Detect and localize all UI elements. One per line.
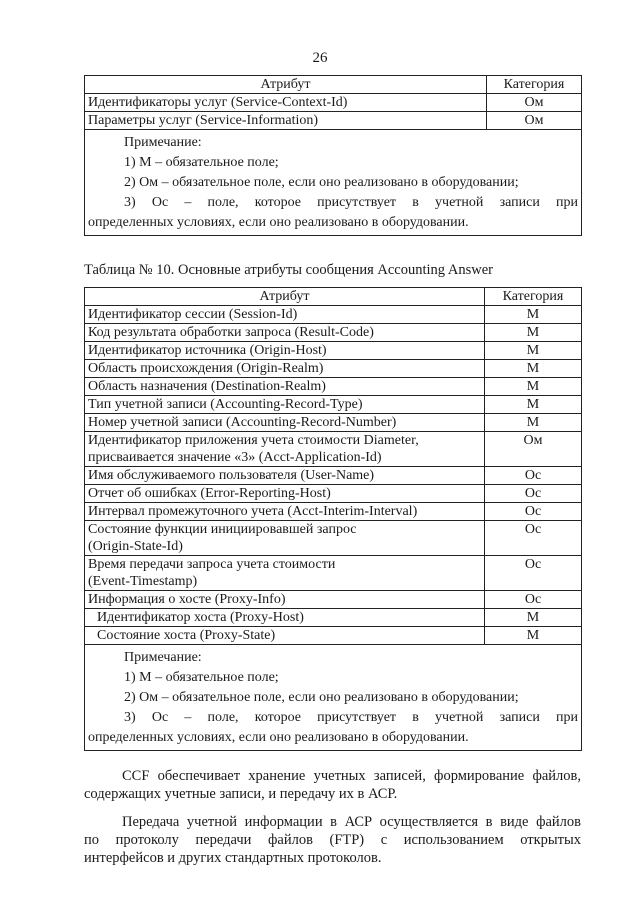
attribute-line: Идентификатор приложения учета стоимости Diameter, <box>88 433 419 448</box>
attribute-cell: Состояние хоста (Proxy-State) <box>85 627 485 645</box>
attribute-cell: Имя обслуживаемого пользователя (User-Name) <box>85 467 485 485</box>
column-header-category: Категория <box>487 76 582 94</box>
attribute-cell: Параметры услуг (Service-Information) <box>85 112 487 130</box>
attribute-cell <box>85 556 485 591</box>
attribute-cell <box>85 521 485 556</box>
attribute-cell: Идентификатор сессии (Session-Id) <box>85 306 485 324</box>
attribute-cell: Информация о хосте (Proxy-Info) <box>85 591 485 609</box>
attribute-line: (Event-Timestamp) <box>88 574 198 589</box>
note-item-continuation: определенных условиях, если оно реализовано в оборудовании. <box>88 215 469 230</box>
note-item-continuation: определенных условиях, если оно реализовано в оборудовании. <box>88 730 469 745</box>
body-paragraph <box>84 813 581 867</box>
table-row <box>85 112 582 130</box>
category-cell: М <box>485 378 582 396</box>
attribute-cell <box>85 432 485 467</box>
paragraph-line: интерфейсов и других стандартных протоколов. <box>84 850 382 866</box>
category-cell: Ос <box>485 503 582 521</box>
table-row <box>85 432 582 467</box>
table-row <box>85 94 582 112</box>
note-row <box>85 130 582 236</box>
note-item: 3) Ос – поле, которое присутствует в учетной записи при <box>124 195 578 210</box>
column-header-category: Категория <box>485 288 582 306</box>
page-number: 26 <box>312 50 328 66</box>
category-cell: Ом <box>487 94 582 112</box>
table-row <box>85 609 582 627</box>
accounting-answer-attributes-table <box>84 287 582 751</box>
note-row <box>85 645 582 751</box>
attribute-cell: Тип учетной записи (Accounting-Record-Type) <box>85 396 485 414</box>
table-row <box>85 360 582 378</box>
table-row <box>85 378 582 396</box>
table-row <box>85 306 582 324</box>
category-cell: М <box>485 414 582 432</box>
body-paragraph <box>84 767 581 803</box>
category-cell: М <box>485 396 582 414</box>
attributes-table-continued <box>84 75 582 236</box>
paragraph-line: Передача учетной информации в АСР осуществляется в виде файлов <box>122 814 581 830</box>
table-header-row <box>85 76 582 94</box>
category-cell: М <box>485 627 582 645</box>
table-row <box>85 591 582 609</box>
attribute-cell: Идентификаторы услуг (Service-Context-Id) <box>85 94 487 112</box>
table-row <box>85 556 582 591</box>
category-cell: Ос <box>485 467 582 485</box>
note-item: 1) М – обязательное поле; <box>124 670 279 685</box>
table-header-row <box>85 288 582 306</box>
note-title: Примечание: <box>124 650 202 665</box>
attribute-line: (Origin-State-Id) <box>88 539 183 554</box>
note-cell <box>85 645 582 751</box>
note-cell <box>85 130 582 236</box>
column-header-attribute: Атрибут <box>85 288 485 306</box>
note-title: Примечание: <box>124 135 202 150</box>
category-cell: М <box>485 609 582 627</box>
category-cell: Ос <box>485 521 582 556</box>
paragraph-line: по протоколу передачи файлов (FTP) с использованием открытых <box>84 832 581 848</box>
category-cell: Ос <box>485 556 582 591</box>
attribute-cell: Интервал промежуточного учета (Acct-Interim-Interval) <box>85 503 485 521</box>
attribute-cell: Номер учетной записи (Accounting-Record-Number) <box>85 414 485 432</box>
table-row <box>85 503 582 521</box>
category-cell: М <box>485 324 582 342</box>
table-row <box>85 521 582 556</box>
category-cell: М <box>485 360 582 378</box>
table-row <box>85 342 582 360</box>
table-caption: Таблица № 10. Основные атрибуты сообщения Accounting Answer <box>84 262 493 278</box>
table-row <box>85 414 582 432</box>
attribute-line: Время передачи запроса учета стоимости <box>88 557 336 572</box>
attribute-cell: Идентификатор хоста (Proxy-Host) <box>85 609 485 627</box>
table-row <box>85 627 582 645</box>
table-row <box>85 324 582 342</box>
attribute-line: присваивается значение «3» (Acct-Application-Id) <box>88 450 382 465</box>
note-item: 3) Ос – поле, которое присутствует в учетной записи при <box>124 710 578 725</box>
note-item: 2) Ом – обязательное поле, если оно реализовано в оборудовании; <box>124 690 519 705</box>
note-item: 2) Ом – обязательное поле, если оно реализовано в оборудовании; <box>124 175 519 190</box>
category-cell: Ом <box>487 112 582 130</box>
attribute-line: Состояние функции инициировавшей запрос <box>88 522 357 537</box>
category-cell: Ос <box>485 485 582 503</box>
table-row <box>85 396 582 414</box>
attribute-cell: Область происхождения (Origin-Realm) <box>85 360 485 378</box>
category-cell: М <box>485 342 582 360</box>
column-header-attribute: Атрибут <box>85 76 487 94</box>
table-row <box>85 467 582 485</box>
table-row <box>85 485 582 503</box>
paragraph-line: CCF обеспечивает хранение учетных записей, формирование файлов, <box>122 768 581 784</box>
attribute-cell: Отчет об ошибках (Error-Reporting-Host) <box>85 485 485 503</box>
paragraph-line: содержащих учетные записи, и передачу их в АСР. <box>84 786 398 802</box>
note-item: 1) М – обязательное поле; <box>124 155 279 170</box>
category-cell: Ом <box>485 432 582 467</box>
category-cell: М <box>485 306 582 324</box>
attribute-cell: Область назначения (Destination-Realm) <box>85 378 485 396</box>
attribute-cell: Идентификатор источника (Origin-Host) <box>85 342 485 360</box>
attribute-cell: Код результата обработки запроса (Result-Code) <box>85 324 485 342</box>
category-cell: Ос <box>485 591 582 609</box>
